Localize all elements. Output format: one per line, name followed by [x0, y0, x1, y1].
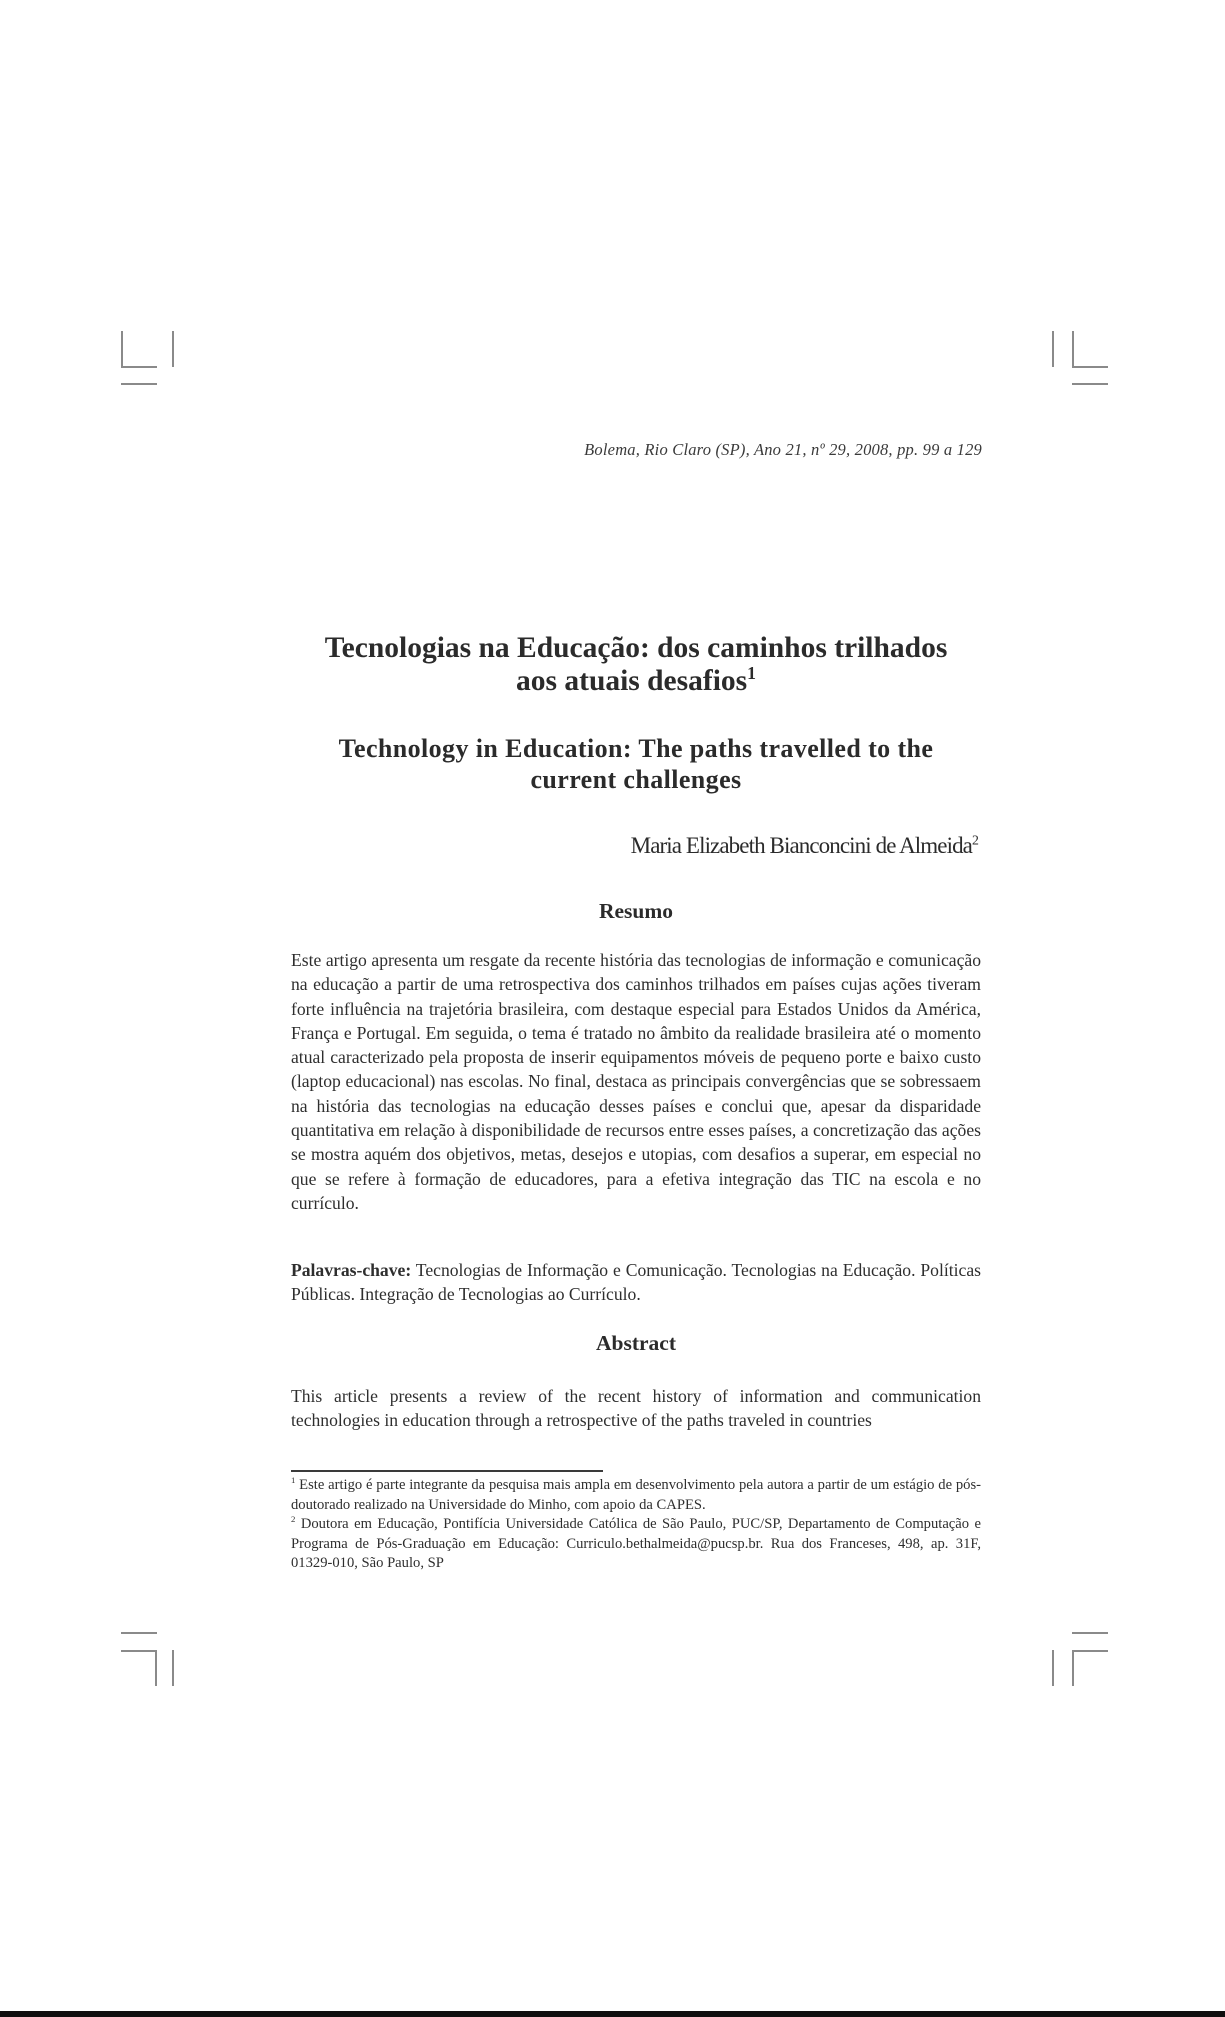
keywords-label: Palavras-chave: [291, 1260, 412, 1280]
keywords [291, 1258, 981, 1307]
english-title-line-1: Technology in Education: The paths travelled to the [338, 734, 934, 763]
crop-mark [1052, 1650, 1054, 1686]
resumo-text: Este artigo apresenta um resgate da recente história das tecnologias de informação e comunicação na educação a partir de uma retrospectiva dos caminhos trilhados em países cujas ações tiveram forte influência na trajetória brasileira, com destaque especial para Estados Unidos da América, França e Portugal. Em seguida, o tema é tratado no âmbito da realidade brasileira até o momento atual caracterizado pela proposta de inserir equipamentos móveis de pequeno porte e baixo custo (laptop educacional) nas escolas. No final, destaca as principais convergências que se sobressaem na história das tecnologias na educação desses países e conclui que, apesar da disparidade quantitativa em relação à disponibilidade de recursos entre esses países, a concretização das ações se mostra aquém dos objetivos, metas, desejos e utopias, com desafios a superar, em especial no que se refere à formação de educadores, para a efetiva integração das TIC na escola e no currículo. [291, 950, 981, 1213]
footnote-mark: 1 [291, 1475, 296, 1486]
crop-mark [121, 1632, 157, 1634]
crop-mark [1072, 1650, 1108, 1652]
crop-mark [1072, 366, 1108, 368]
crop-mark [121, 366, 157, 368]
crop-mark [172, 331, 174, 367]
crop-mark [1072, 1632, 1108, 1634]
crop-mark [121, 331, 123, 367]
page-title [291, 632, 981, 698]
footnote-mark: 2 [291, 1514, 296, 1525]
title-line-1: Tecnologias na Educação: dos caminhos trilhados [324, 632, 948, 664]
footnote-2-text: Doutora em Educação, Pontifícia Universidade Católica de São Paulo, PUC/SP, Departamento de Computação e Programa de Pós-Graduação em Educação: Curriculo.bethalmeida@pucsp.br. Rua dos Franceses, 498, ap. 31F, 01329-010, São Paulo, SP [291, 1516, 981, 1571]
author-name: Maria Elizabeth Bianconcini de Almeida [630, 833, 972, 858]
crop-mark [155, 1650, 157, 1686]
crop-mark [172, 1650, 174, 1686]
title-line-2: aos atuais desafios [516, 665, 748, 697]
crop-mark [121, 383, 157, 385]
footnote-1 [291, 1476, 981, 1515]
author [278, 833, 978, 859]
abstract-heading: Abstract [595, 1331, 676, 1355]
crop-mark [1052, 331, 1054, 367]
resumo-heading: Resumo [598, 899, 674, 923]
keywords-text: Tecnologias de Informação e Comunicação. Tecnologias na Educação. Políticas Públicas. Integração de Tecnologias ao Currículo. [291, 1260, 981, 1305]
scan-edge [0, 2011, 1225, 2017]
crop-mark [121, 1650, 157, 1652]
footnote-1-text: Este artigo é parte integrante da pesquisa mais ampla em desenvolvimento pela autora a partir de um estágio de pós-doutorado realizado na Universidade do Minho, com apoio da CAPES. [291, 1477, 981, 1513]
footnote-rule [291, 1470, 603, 1472]
english-title-line-2: current challenges [530, 765, 742, 794]
running-header [382, 440, 982, 460]
crop-mark [1072, 331, 1074, 367]
footnote-ref: 2 [972, 832, 978, 848]
footnote-2 [291, 1515, 981, 1574]
abstract-text: This article presents a review of the recent history of information and communication technologies in education through a retrospective of the paths traveled in countries [291, 1386, 981, 1431]
crop-mark [1072, 383, 1108, 385]
english-title [291, 733, 981, 795]
footnotes [291, 1476, 981, 1574]
footnote-ref: 1 [747, 663, 756, 684]
citation: Bolema, Rio Claro (SP), Ano 21, nº 29, 2008, pp. 99 a 129 [584, 440, 982, 459]
crop-mark [1072, 1650, 1074, 1686]
